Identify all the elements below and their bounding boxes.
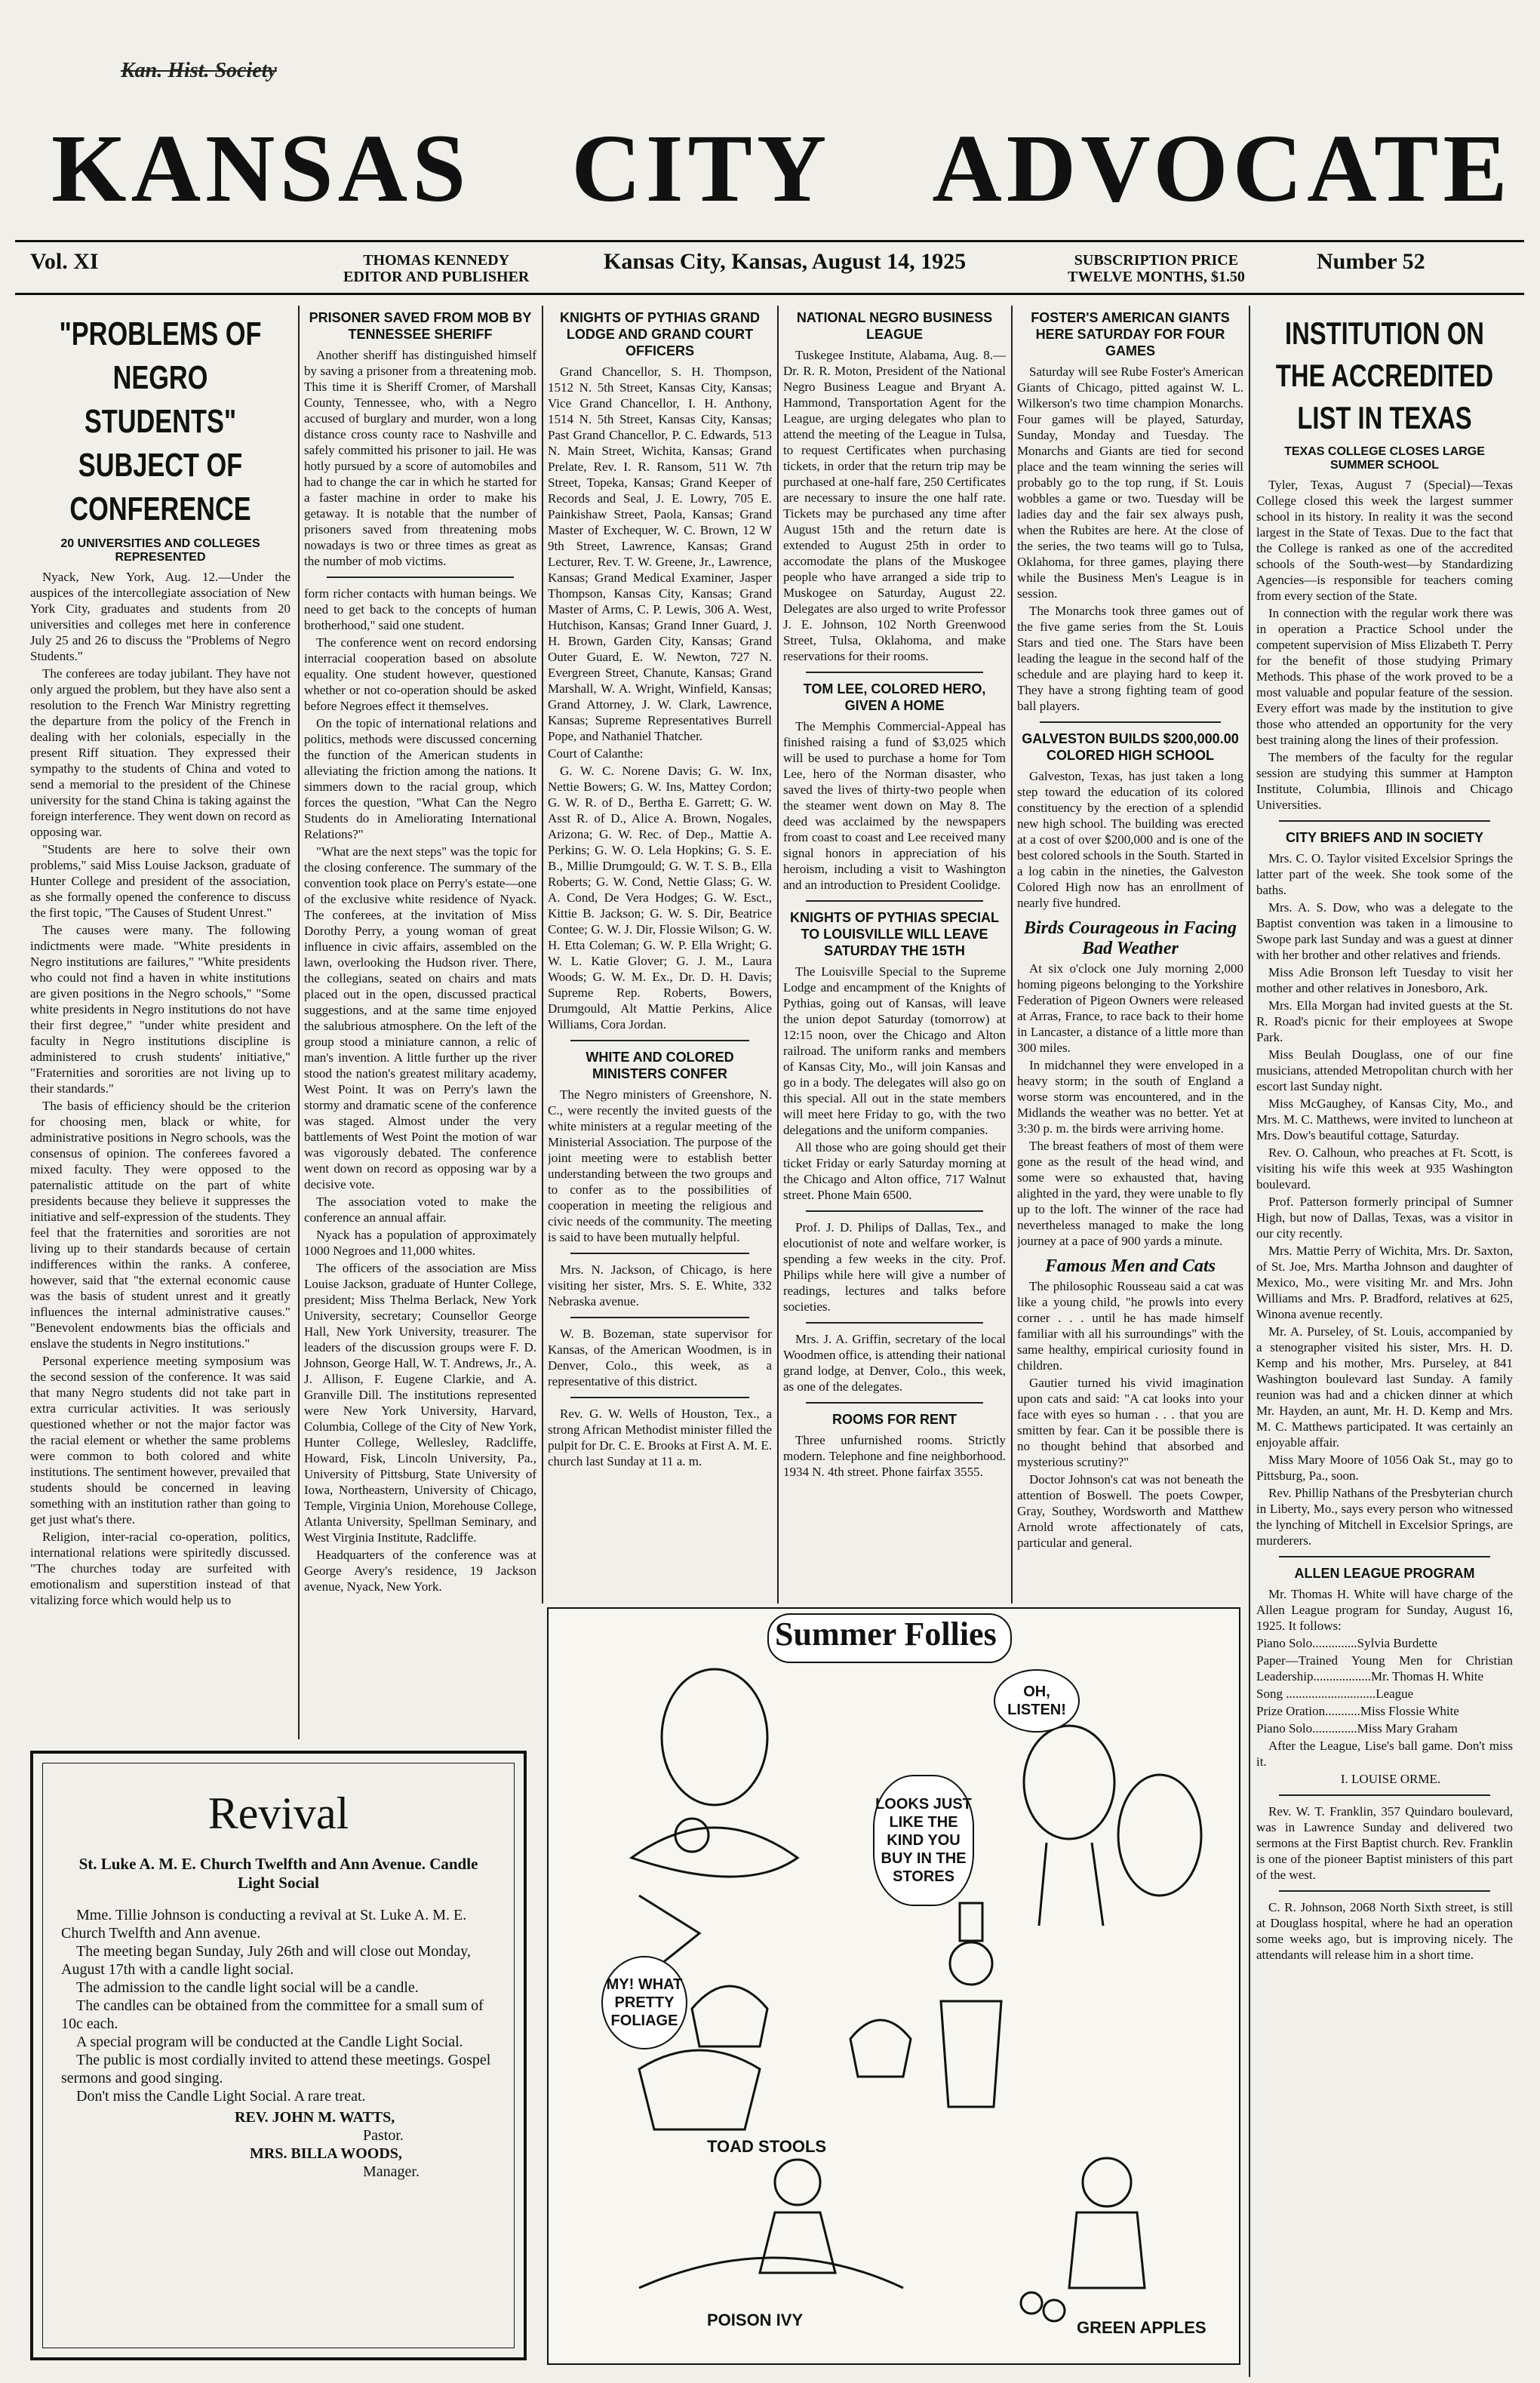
article-separator [806,900,983,902]
article-headline: WHITE AND COLORED MINISTERS CONFER [586,1050,734,1081]
article-separator [1279,1890,1490,1892]
article-headline: Birds Courageous in Facing Bad Weather [1023,918,1237,958]
article-headline: KNIGHTS OF PYTHIAS SPECIAL TO LOUISVILLE WILL LEAVE SATURDAY THE 15TH [789,910,1000,958]
paragraph: Grand Chancellor, S. H. Thompson, 1512 N. 5th Street, Kansas City, Kansas; Vice Grand Chancellor, I. H. Anthony, 1514 N. 5th Street, Kansas City, Kansas; Past Grand Chancellor, P. C. Edwards, 513 N. Main Street, Wichita, Kansas; Grand Prelate, Rev. I. R. Ransom, 511 W. 7th Street, Topeka, Kansas; Grand Keeper of Records and Seal, J. E. Lowry, 705 E. Painkishaw Street, Paola, Kansas; Grand Master of Exchequer, W. C. Brown, 12 W 9th Street, Lawrence, Kansas; Grand Lecturer, Rev. T. W. Greene, Jr., Lawrence, Kansas; Grand Medical Examiner, Jasper Thompson, Kansas City, Kansas; Grand Master of Arms, C. P. Lewis, 306 A. West, Hutchison, Kansas; Grand Inner Guard, J. H. Brown, Garden City, Kansas; Grand Outer Guard, E. W. Newton, 727 N. Evergreen Street, Chanute, Kansas; Grand Marshall, W. A. Wright, Winfield, Kansas; Grand Attorney, J. W. Clark, Lawrence, Kansas; Supreme Representatives Burrell Pope, and Nathaniel Thatcher. [548,364,772,743]
paragraph: The conference went on record endorsing interracial cooperation based on absolute equality. One student however, questioned whether or not co-operation should be asked before Negroes effect it themselves. [304,635,536,713]
issue-number: Number 52 [1317,249,1425,274]
article-separator [1279,820,1490,822]
article-headline: INSTITUTION ON THE ACCREDITED LIST IN TEXAS [1275,315,1494,435]
paragraph: At six o'clock one July morning 2,000 homing pigeons belonging to the Yorkshire Federation of Pigeon Owners were released at Arras, France, to race back to their home in Lancaster, a distance of a little more than 300 miles. [1017,961,1243,1055]
article-separator [570,1397,749,1398]
masthead-rule-top [15,240,1524,242]
program-line: Paper—Trained Young Men for Christian Leadership..................Mr. Thomas H. White [1256,1653,1513,1683]
speech-bubble: OH, LISTEN! [994,1669,1080,1733]
paragraph: The admission to the candle light social will be a candle. [76,1979,419,1996]
masthead-rule-bottom [15,293,1524,295]
paragraph: In connection with the regular work there was in operation a Practice School under the competent supervision of Miss Elizabeth T. Perry for the benefit of those studying Primary Methods. This phase of the work proved to be a most valuable and popular feature of the session. Every effort was made by the institution to give those who attended an opportunity for the very best training along the lines of their profession. [1256,606,1513,747]
revival-advertisement [30,1751,527,2360]
column-divider [1249,306,1250,2377]
paragraph: Mr. Thomas H. White will have charge of the Allen League program for Sunday, August 16, 1925. It follows: [1256,1587,1513,1633]
article-headline: CITY BRIEFS AND IN SOCIETY [1285,830,1484,845]
paragraph: The breast feathers of most of them were gone as the result of the head wind, and some were so exhausted that, having alighted in the yard, they were unable to fly up to the loft. The winner of the race had nevertheless managed to make the long journey at a pace of 900 yards a minute. [1017,1139,1243,1248]
revival-title: Revival [207,1788,349,1838]
paragraph: The conferees are today jubilant. They have not only argued the problem, but they have also sent a resolution to the French War Ministry regretting the departure from the policy of the French in dealing with her colonials, especially in the present Riff situation. They expressed their sympathy to the students of China and voted to send a memorial to the president of the Chinese university for the stand China is taking against the foreign interference. They went down on record as opposing war. [30,666,290,839]
cartoon-label: GREEN APPLES [1077,2318,1206,2337]
signature: I. LOUISE ORME. [1340,1772,1441,1786]
editor-block [343,252,529,285]
article-headline: ALLEN LEAGUE PROGRAM [1294,1566,1475,1581]
paragraph: Doctor Johnson's cat was not beneath the attention of Boswell. The poets Cowper, Gray, Southey, Wordsworth and Matthew Arnold wrote affectionately of cats, particular and general. [1017,1472,1243,1550]
paragraph: Prof. J. D. Philips of Dallas, Tex., and elocutionist of note and welfare worker, is spending a few weeks in the city. Prof. Philips while here will give a number of readings, lectures and talks before societies. [783,1220,1006,1314]
paragraph: Nyack has a population of approximately 1000 Negroes and 11,000 whites. [304,1228,536,1258]
paragraph: Mrs. J. A. Griffin, secretary of the local Woodmen office, is attending their national grand lodge, at Denver, Colo., this week, as one of the delegates. [783,1332,1006,1394]
paragraph: "What are the next steps" was the topic for the closing conference. The summary of the convention took place on Perry's estate—one of the exclusive white residence of Nyack. The conferees, at the invitation of Miss Dorothy Perry, a young woman of great influence in civic affairs, assembled on the lawn, overlooking the Hudson river. There, the collegians, seated on chairs and mats placed out in the open, discussed practical suggestions, and at the same time enjoyed the salubrious atmosphere. On the left of the group stood a miniature cannon, a relic of man's invention. A little further up the river stood the nation's greatest military academy, West Point. It was on Perry's lawn the stormy and dramatic scene of the conference was staged. Almost under the very battlements of West Point the motion of war was vigorously debated. The conference went down on record as opposing war by a decisive vote. [304,844,536,1192]
cartoon-title: Summer Follies [775,1616,997,1653]
article-separator [1279,1794,1490,1796]
paragraph: form richer contacts with human beings. We need to get back to the concepts of human brotherhood," said one student. [304,586,536,632]
pastor-role: Pastor. [363,2127,404,2144]
paragraph: The members of the faculty for the regular session are studying this summer at Hampton Institute, Columbia, Illinois and Chicago Universities. [1256,750,1513,812]
paragraph: Miss McGaughey, of Kansas City, Mo., and Mrs. M. C. Matthews, were invited to luncheon at Mrs. Dow's beautiful cottage, Saturday. [1256,1096,1513,1142]
paragraph: After the League, Lise's ball game. Don't miss it. [1256,1739,1513,1769]
article-separator [327,577,514,578]
paragraph: The basis of efficiency should be the criterion for choosing men, black or white, for administrative positions in Negro schools, was the consensus of opinion. The conferees favored a mixed faculty. They were opposed to the paternalistic attitude on the part of white presidents because they believe it suppresses the initiative and self-expression of the students. They feel that the fraternities and sororities are not living up to their standards because of certain indifferences within the ranks. A conferee, however, said that "the external economic cause was the basis of student unrest and it greatly influences the internal administrative causes." "Benevolent endowments bias the officials and enslave the students in Negro institutions." [30,1099,290,1351]
revival-inner-border [42,1763,515,2348]
cartoon-label: POISON IVY [707,2311,804,2329]
paragraph: Rev. G. W. Wells of Houston, Tex., a strong African Methodist minister filled the pulpit for Dr. C. E. Brooks at First A. M. E. church last Sunday at 11 a. m. [548,1407,772,1468]
paragraph: Another sheriff has distinguished himself by saving a prisoner from a threatening mob. This time it is Sheriff Cromer, of Marshall County, Tennessee, who, with a Negro accused of burglary and murder, won a long distance cross county race to Nashville and safely committed his prisoner to jail. He was hotly pursued by a score of automobiles and had to change the car in which he started for a faster machine in order to make his getaway. It is notable that the number of prisoners saved from threatening mobs nowadays is two or three times as great as the number of mob victims. [304,348,536,568]
paragraph: Headquarters of the conference was at George Avery's residence, 19 Jackson avenue, Nyack, New York. [304,1548,536,1594]
article-headline: TOM LEE, COLORED HERO, GIVEN A HOME [803,681,986,713]
paragraph: Mrs. Ella Morgan had invited guests at the St. R. Road's picnic for their employees at Swope Park. [1256,998,1513,1044]
paragraph: The candles can be obtained from the committee for a small sum of 10c each. [61,1997,484,2032]
paragraph: Rev. O. Calhoun, who preaches at Ft. Scott, is visiting his wife this week at 935 Washington boulevard. [1256,1145,1513,1192]
masthead-word-1: KANSAS [51,115,471,222]
paragraph: Tuskegee Institute, Alabama, Aug. 8.—Dr. R. R. Moton, President of the National Negro Business League and Bryant A. Hammond, Transportation Agent for the League, are urging delegates who plan to attend the meeting of the League in Tulsa, to request Certificates when purchasing tickets, in order that the return trip may be purchased at one-half fare, 250 Certificates are necessary to insure the one half rate. Tickets may be purchased any time after August 15th and the return date is extended to August 25th in order to accomodate the plans of the Muskogee people who have arranged a side trip to Muskogee on Saturday, August 22. Delegates are also urged to write Professor J. E. Johnson, 102 North Greenwood Street, Tulsa, Oklahoma, and make reservations for their rooms. [783,348,1006,663]
revival-subtitle: St. Luke A. M. E. Church Twelfth and Ann Avenue. Candle Light Social [78,1855,478,1892]
article-headline: KNIGHTS OF PYTHIAS GRAND LODGE AND GRAND COURT OFFICERS [559,310,760,358]
paragraph: Galveston, Texas, has just taken a long step toward the education of its colored constituency by the erection of a splendid new high school. The building was erected at a cost of over $200,000 and is one of the best colored schools in the South. Started in a log cabin in the nineties, the Galveston Colored High now has an enrollment of nearly five hundred. [1017,769,1243,910]
paragraph: The association voted to make the conference an annual affair. [304,1195,536,1225]
column-divider [777,306,779,1604]
column-divider [1011,306,1013,1604]
article-headline: ROOMS FOR RENT [832,1412,957,1427]
masthead-word-2: CITY [571,115,831,222]
paragraph: Three unfurnished rooms. Strictly modern. Telephone and fine neighborhood. 1934 N. 4th street. Phone fairfax 3555. [783,1433,1006,1479]
paragraph: The public is most cordially invited to attend these meetings. Gospel sermons and good singing. [61,2052,491,2086]
paragraph: Mr. A. Purseley, of St. Louis, accompanied by a stenographer visited his sister, Mrs. H. D. Kemp and his mother, Mrs. Purseley, at 841 Washington boulevard last Sunday. A family reunion was had and a chicken dinner at which Mr. Hayden, an aunt, Mr. H. D. Kemp and Mrs. M. C. Matthews participated. It was certainly an enjoyable affair. [1256,1324,1513,1450]
paragraph: Miss Beulah Douglass, one of our fine musicians, attended Metropolitan church with her escort last Sunday night. [1256,1047,1513,1093]
speech-bubble: MY! WHAT PRETTY FOLIAGE [601,1956,687,2049]
paragraph: The Memphis Commercial-Appeal has finished raising a fund of $3,025 which will be used to purchase a home for Tom Lee, hero of the Norman disaster, who saved the lives of thirty-two people when the steamer went down on May 8. The deed was acclaimed by the newspapers from coast to coast and Lee received many signal honors in appreciation of his heroism, including a visit to Washington and an introduction to President Coolidge. [783,719,1006,892]
paragraph: Mrs. N. Jackson, of Chicago, is here visiting her sister, Mrs. S. E. White, 332 Nebraska avenue. [548,1262,772,1308]
historical-society-stamp: Kan. Hist. Society [121,59,277,82]
subscription-terms: TWELVE MONTHS, $1.50 [1068,269,1245,285]
paragraph: Mrs. Mattie Perry of Wichita, Mrs. Dr. Saxton, of St. Joe, Mrs. Martha Johnson and daughter of Mexico, Mo., were visiting Mr. and Mrs. John Williams and Mrs. P. Bradford, relatives at 625, Winona avenue recently. [1256,1244,1513,1321]
paragraph: Prof. Patterson formerly principal of Sumner High, but now of Dallas, Texas, was a visitor in our city recently. [1256,1195,1513,1241]
paragraph: Saturday will see Rube Foster's American Giants of Chicago, pitted against W. L. Wilkerson's two time champion Monarchs. Four games will be played, Saturday, Sunday, Monday and Tuesday. The Monarchs and Giants are tied for second place and the team winning the series will probably go to the top rung, if St. Louis wobbles a game or two. Tuesday will be ladies day and the fair sex always push, when the Rubites are here. At the close of the series, the two teams will go to Tulsa, Oklahoma, for three games, playing there while the Business Men's League is in session. [1017,364,1243,601]
column-6 [1256,309,1513,2369]
paragraph: Rev. W. T. Franklin, 357 Quindaro boulevard, was in Lawrence Sunday and delivered two sermons at the First Baptist church. Rev. Franklin is one of the pioneer Baptist ministers of this part of the west. [1256,1804,1513,1882]
paragraph: The Louisville Special to the Supreme Lodge and encampment of the Knights of Pythias, going out of Kansas, will leave the union depot Saturday (tomorrow) at 12:15 noon, over the Chicago and Alton railroad. The uniform ranks and members of Kansas City, Mo., will join Kansas and go in a body. The delegates will also go on this special. All out in the state members will meet here Friday to go, with the two delegations and the uniform companies. [783,964,1006,1137]
article-subhead: TEXAS COLLEGE CLOSES LARGE SUMMER SCHOOL [1284,445,1485,472]
article-headline: FOSTER'S AMERICAN GIANTS HERE SATURDAY FOR FOUR GAMES [1031,310,1230,358]
paragraph: Court of Calanthe: [548,746,644,761]
paragraph: W. B. Bozeman, state supervisor for Kansas, of the American Woodmen, is in Denver, Colo., this week, as a representative of this district. [548,1327,772,1388]
paragraph: C. R. Johnson, 2068 North Sixth street, is still at Douglass hospital, where he had an operation some weeks ago, but is improving nicely. The attendants will release him in a short time. [1256,1900,1513,1962]
paragraph: Nyack, New York, Aug. 12.—Under the auspices of the intercollegiate association of New York City, graduates and students from 20 universities and colleges met here in conference July 25 and 26 to discuss the "Problems of Negro Students." [30,570,290,663]
paragraph: Religion, inter-racial co-operation, politics, international relations were spiritedly discussed. "The churches today are surfeited with emotionalism and superstition instead of that vitalizing force which would help us to [30,1530,290,1607]
editor-name: THOMAS KENNEDY [363,252,510,269]
paragraph: The meeting began Sunday, July 26th and will close out Monday, August 17th with a candle light social. [61,1943,471,1978]
article-separator [1279,1556,1490,1557]
masthead-word-3: ADVOCATE [932,115,1512,222]
article-subhead: 20 UNIVERSITIES AND COLLEGES REPRESENTED [60,537,260,564]
manager-name: MRS. BILLA WOODS, [250,2145,402,2162]
paragraph: The Negro ministers of Greenshore, N. C., were recently the invited guests of the white ministers at a regular meeting of the Ministerial Association. The purpose of the joint meeting were to establish better understanding between the two groups and to confer as to the possibilities of cooperation in meeting the religious and civic needs of the community. The meeting is said to have been mutually helpful. [548,1087,772,1244]
paragraph: Don't miss the Candle Light Social. A rare treat. [76,2088,366,2105]
paragraph: A special program will be conducted at the Candle Light Social. [76,2034,463,2050]
article-headline: Famous Men and Cats [1044,1256,1216,1276]
column-divider [298,306,300,1739]
paragraph: The philosophic Rousseau said a cat was like a young child, "he prowls into every corner . . . until he has made himself familiar with all his surroundings" with the same healthy, empirical curiosity found in children. [1017,1279,1243,1373]
summer-follies-cartoon [547,1607,1240,2365]
pastor-name: REV. JOHN M. WATTS, [235,2109,395,2126]
editor-title: EDITOR AND PUBLISHER [343,269,530,285]
article-separator [1040,721,1221,723]
program-line: Prize Oration...........Miss Flossie White [1256,1704,1459,1718]
paragraph: The causes were many. The following indictments were made. "White presidents in Negro institutions are failures," "White presidents who could not find a haven in white institutions are given positions in the Negro schools," "Some white presidents in Negro institutions do not have their first degree," "under white president and faculty in Negro institutions discipline is administered to crush students' initiative," "Fraternities and sororities are not living up to their standards." [30,923,290,1096]
paragraph: The Monarchs took three games out of the five game series from the St. Louis Stars and tied one. The Stars have been leading the league in the second half of the schedule and are playing hard to keep it. They have a strong fighting team of good ball players. [1017,604,1243,713]
paragraph: Mrs. C. O. Taylor visited Excelsior Springs the latter part of the week. She took some of the baths. [1256,851,1513,897]
column-4 [783,309,1006,1600]
subscription-block [1068,252,1245,285]
program-line: Song ............................League [1256,1687,1414,1701]
article-separator [570,1253,749,1254]
paragraph: G. W. C. Norene Davis; G. W. Inx, Nettie Bowers; G. W. Ins, Mattey Cordon; G. W. R. of D., Bertha E. Garrett; G. W. Asst R. of D., Alice A. Brown, Nogales, Arizona; G. W. Rec. of Dep., Mattie A. Perkins; G. W. O. Lela Hopkins; G. S. E. B., Millie Drumgould; G. W. T. S. B., Ella Roberts; G. W. Cond, Nettie Glass; G. W. A. Cond, De Vera Hodges; G. W. Esct., Kittie B. Jackson; G. W. S. Dir, Beatrice Contee; G. W. J. Dir, Flossie Wilson; G. W. H. Etta Coleman; G. W. P. Ella Wright; G. W. L. Katie Glover; G. J. M., Laura Woods; G. W. M. Ex., Dr. D. H. Davis; Supreme Rep. Roberts, Bowers, Drumgould, Alt Mattie Perkins, Alice Williams, Cora Jordan. [548,764,772,1032]
article-headline: PRISONER SAVED FROM MOB BY TENNESSEE SHERIFF [309,310,532,342]
program-line: Piano Solo..............Miss Mary Graham [1256,1721,1458,1736]
column-5 [1017,309,1243,1600]
column-1 [30,309,290,1728]
masthead [15,113,1524,224]
column-3 [548,309,772,1600]
column-divider [542,306,543,1604]
program-line: Piano Solo..............Sylvia Burdette [1256,1636,1437,1650]
column-2 [304,309,536,1720]
subscription-label: SUBSCRIPTION PRICE [1074,252,1239,269]
article-headline: NATIONAL NEGRO BUSINESS LEAGUE [796,310,993,342]
volume-label: Vol. XI [30,249,99,274]
paragraph: The officers of the association are Miss Louise Jackson, graduate of Hunter College, president; Miss Thelma Berlack, New York University, secretary; Counsellor George Hall, New York University, treasurer. The leaders of the discussion groups were F. D. Johnson, George Hall, W. T. Andrews, Jr., A. J. Allison, F. Eugene Clarkie, and A. Granville Dill. The institutions represented were New York University, Harvard, Columbia, College of the City of New York, Hunter College, Wellesley, Radcliffe, Howard, Fisk, Lincoln University, Pa., University of Pittsburg, State University of Iowa, Northeastern, University of Chicago, Temple, Virginia Union, Morehouse College, Atlanta University, Spellman Seminary, and West Virginia Institute, Radcliffe. [304,1261,536,1545]
paragraph: Gautier turned his vivid imagination upon cats and said: "A cat looks into your face with eyes so human . . . that you are smitten by fear. Can it be possible there is no thought behind that absorbed and mysterious scrutiny?" [1017,1376,1243,1469]
paragraph: Miss Mary Moore of 1056 Oak St., may go to Pittsburg, Pa., soon. [1256,1453,1513,1483]
paragraph: Mme. Tillie Johnson is conducting a revival at St. Luke A. M. E. Church Twelfth and Ann avenue. [61,1907,467,1942]
paragraph: Personal experience meeting symposium was the second session of the conference. It was said that many Negro students did not take part in extra curricular activities. It was seriously questioned whether or not the major factor was the racial element or whether the same problems were common to both colored and white institutions. The sentiment however, prevailed that students should be concerned in leaving something with an institution rather than going to get just what's there. [30,1354,290,1527]
paragraph: Tyler, Texas, August 7 (Special)—Texas College closed this week the largest summer school in its history. In reality it was the second largest in the State of Texas. Due to the fact that the College is ranked as one of the accredited schools of the South-west—by Standardizing Agencies—is responsible for teachers coming from every section of the State. [1256,478,1513,603]
paragraph: Miss Adie Bronson left Tuesday to visit her mother and other relatives in Jonesboro, Ark. [1256,965,1513,995]
article-separator [806,1210,983,1212]
paragraph: Mrs. A. S. Dow, who was a delegate to the Baptist convention was taken in a limousine to Swope park last Sunday and was a guest at dinner with her brother and other relatives and friends. [1256,900,1513,962]
article-headline: GALVESTON BUILDS $200,000.00 COLORED HIGH SCHOOL [1022,731,1239,763]
paragraph: All those who are going should get their ticket Friday or early Saturday morning at the Chicago and Alton office, 717 Walnut street. Phone Main 6500. [783,1140,1006,1202]
cartoon-label: TOAD STOOLS [707,2137,827,2156]
manager-role: Manager. [363,2163,420,2180]
speech-bubble: LOOKS JUST LIKE THE KIND YOU BUY IN THE STORES [873,1775,974,1906]
article-separator [806,1402,983,1404]
paragraph: On the topic of international relations and politics, methods were discussed concerning the function of the American students in alleviating the friction among the nations. It simmers down to the racial group, which forces the question, "What Can the Negro Students do in Ameliorating International Relations?" [304,716,536,841]
paragraph: "Students are here to solve their own problems," said Miss Louise Jackson, graduate of Hunter College and president of the association, as she formally opened the conference to discuss the first topic, "The Causes of Student Unrest." [30,842,290,920]
dateline: Kansas City, Kansas, August 14, 1925 [604,249,967,274]
paragraph: Rev. Phillip Nathans of the Presbyterian church in Liberty, Mo., says every person who witnessed the lynching of Mitchell in Excelsior Springs, are murderers. [1256,1486,1513,1548]
article-headline: "PROBLEMS OF NEGRO STUDENTS" SUBJECT OF CONFERENCE [59,315,262,527]
article-separator [570,1040,749,1041]
article-separator [806,672,983,673]
paragraph: In midchannel they were enveloped in a heavy storm; in the south of England a worse storm was encountered, and in the Midlands the weather was no better. Yet at 3:30 p. m. the birds were arriving home. [1017,1058,1243,1136]
article-separator [806,1322,983,1324]
article-separator [570,1317,749,1318]
